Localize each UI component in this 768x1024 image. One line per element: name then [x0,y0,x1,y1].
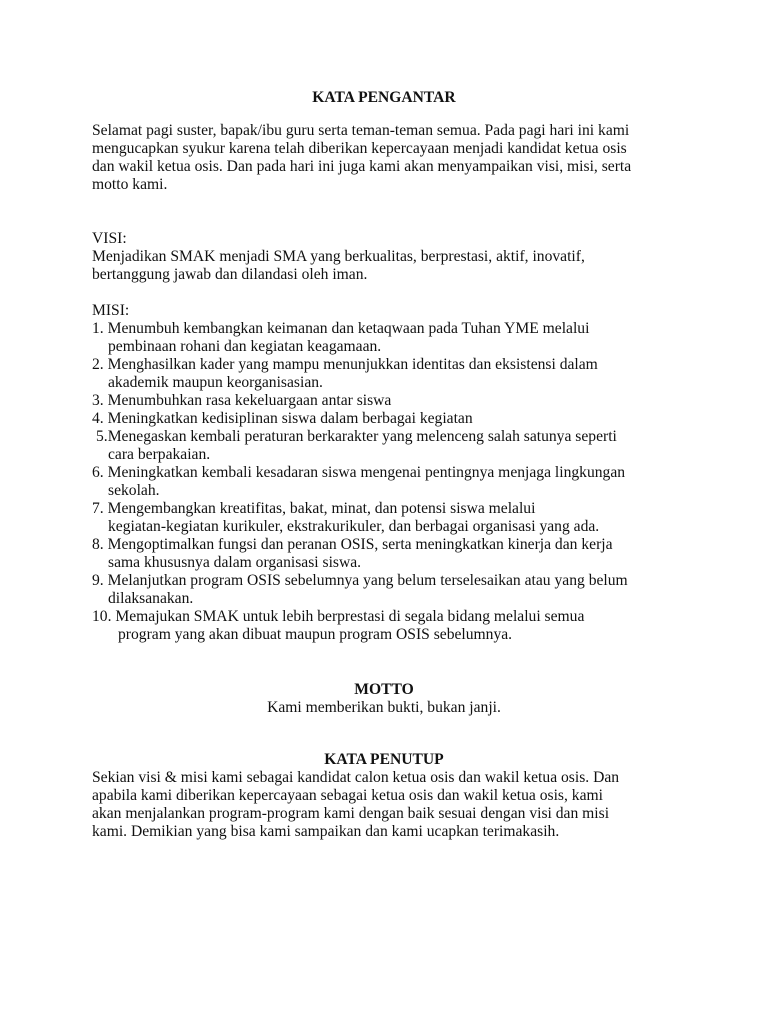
intro-line: mengucapkan syukur karena telah diberikan kepercayaan menjadi kandidat ketua osis [92,140,627,157]
misi-item-continuation: cara berpakaian. [108,446,211,463]
penutup-line: apabila kami diberikan kepercayaan sebagai ketua osis dan wakil ketua osis, kami [92,787,603,804]
motto-heading: MOTTO [354,681,414,698]
visi-line: Menjadikan SMAK menjadi SMA yang berkualitas, berprestasi, aktif, inovatif, [92,248,585,265]
intro-line: Selamat pagi suster, bapak/ibu guru serta teman-teman semua. Pada pagi hari ini kami [92,122,630,139]
penutup-line: akan menjalankan program-program kami dengan baik sesuai dengan visi dan misi [92,805,610,822]
misi-item-continuation: program yang akan dibuat maupun program OSIS sebelumnya. [118,626,513,643]
misi-item: 8. Mengoptimalkan fungsi dan peranan OSIS, serta meningkatkan kinerja dan kerja [92,536,613,553]
misi-item-continuation: kegiatan-kegiatan kurikuler, ekstrakurikuler, dan berbagai organisasi yang ada. [108,518,600,535]
misi-item: 1. Menumbuh kembangkan keimanan dan ketaqwaan pada Tuhan YME melalui [92,320,590,337]
misi-item: 6. Meningkatkan kembali kesadaran siswa mengenai pentingnya menjaga lingkungan [92,464,626,481]
misi-item-continuation: sama khususnya dalam organisasi siswa. [108,554,362,571]
penutup-line: kami. Demikian yang bisa kami sampaikan dan kami ucapkan terimakasih. [92,823,560,840]
misi-item: 4. Meningkatkan kedisiplinan siswa dalam berbagai kegiatan [92,410,473,427]
misi-item-continuation: dilaksanakan. [108,590,194,607]
motto-text: Kami memberikan bukti, bukan janji. [267,699,501,716]
misi-item: 9. Melanjutkan program OSIS sebelumnya yang belum terselesaikan atau yang belum [92,572,628,589]
misi-item: 10. Memajukan SMAK untuk lebih berprestasi di segala bidang melalui semua [92,608,585,625]
misi-item: 2. Menghasilkan kader yang mampu menunjukkan identitas dan eksistensi dalam [92,356,598,373]
penutup-line: Sekian visi & misi kami sebagai kandidat calon ketua osis dan wakil ketua osis. Dan [92,769,620,786]
misi-item-continuation: sekolah. [108,482,160,499]
misi-item: 3. Menumbuhkan rasa kekeluargaan antar siswa [92,392,392,409]
visi-heading: VISI: [92,230,127,247]
misi-item-continuation: pembinaan rohani dan kegiatan keagamaan. [108,338,382,355]
misi-item-continuation: akademik maupun keorganisasian. [108,374,323,391]
document-title: KATA PENGANTAR [312,89,456,106]
misi-item: 5.Menegaskan kembali peraturan berkarakter yang melenceng salah satunya seperti [96,428,617,445]
misi-item: 7. Mengembangkan kreatifitas, bakat, minat, dan potensi siswa melalui [92,500,536,517]
intro-line: motto kami. [92,176,168,193]
misi-heading: MISI: [92,302,130,319]
visi-line: bertanggung jawab dan dilandasi oleh iman. [92,266,368,283]
intro-line: dan wakil ketua osis. Dan pada hari ini juga kami akan menyampaikan visi, misi, serta [92,158,632,175]
penutup-heading: KATA PENUTUP [324,751,444,768]
